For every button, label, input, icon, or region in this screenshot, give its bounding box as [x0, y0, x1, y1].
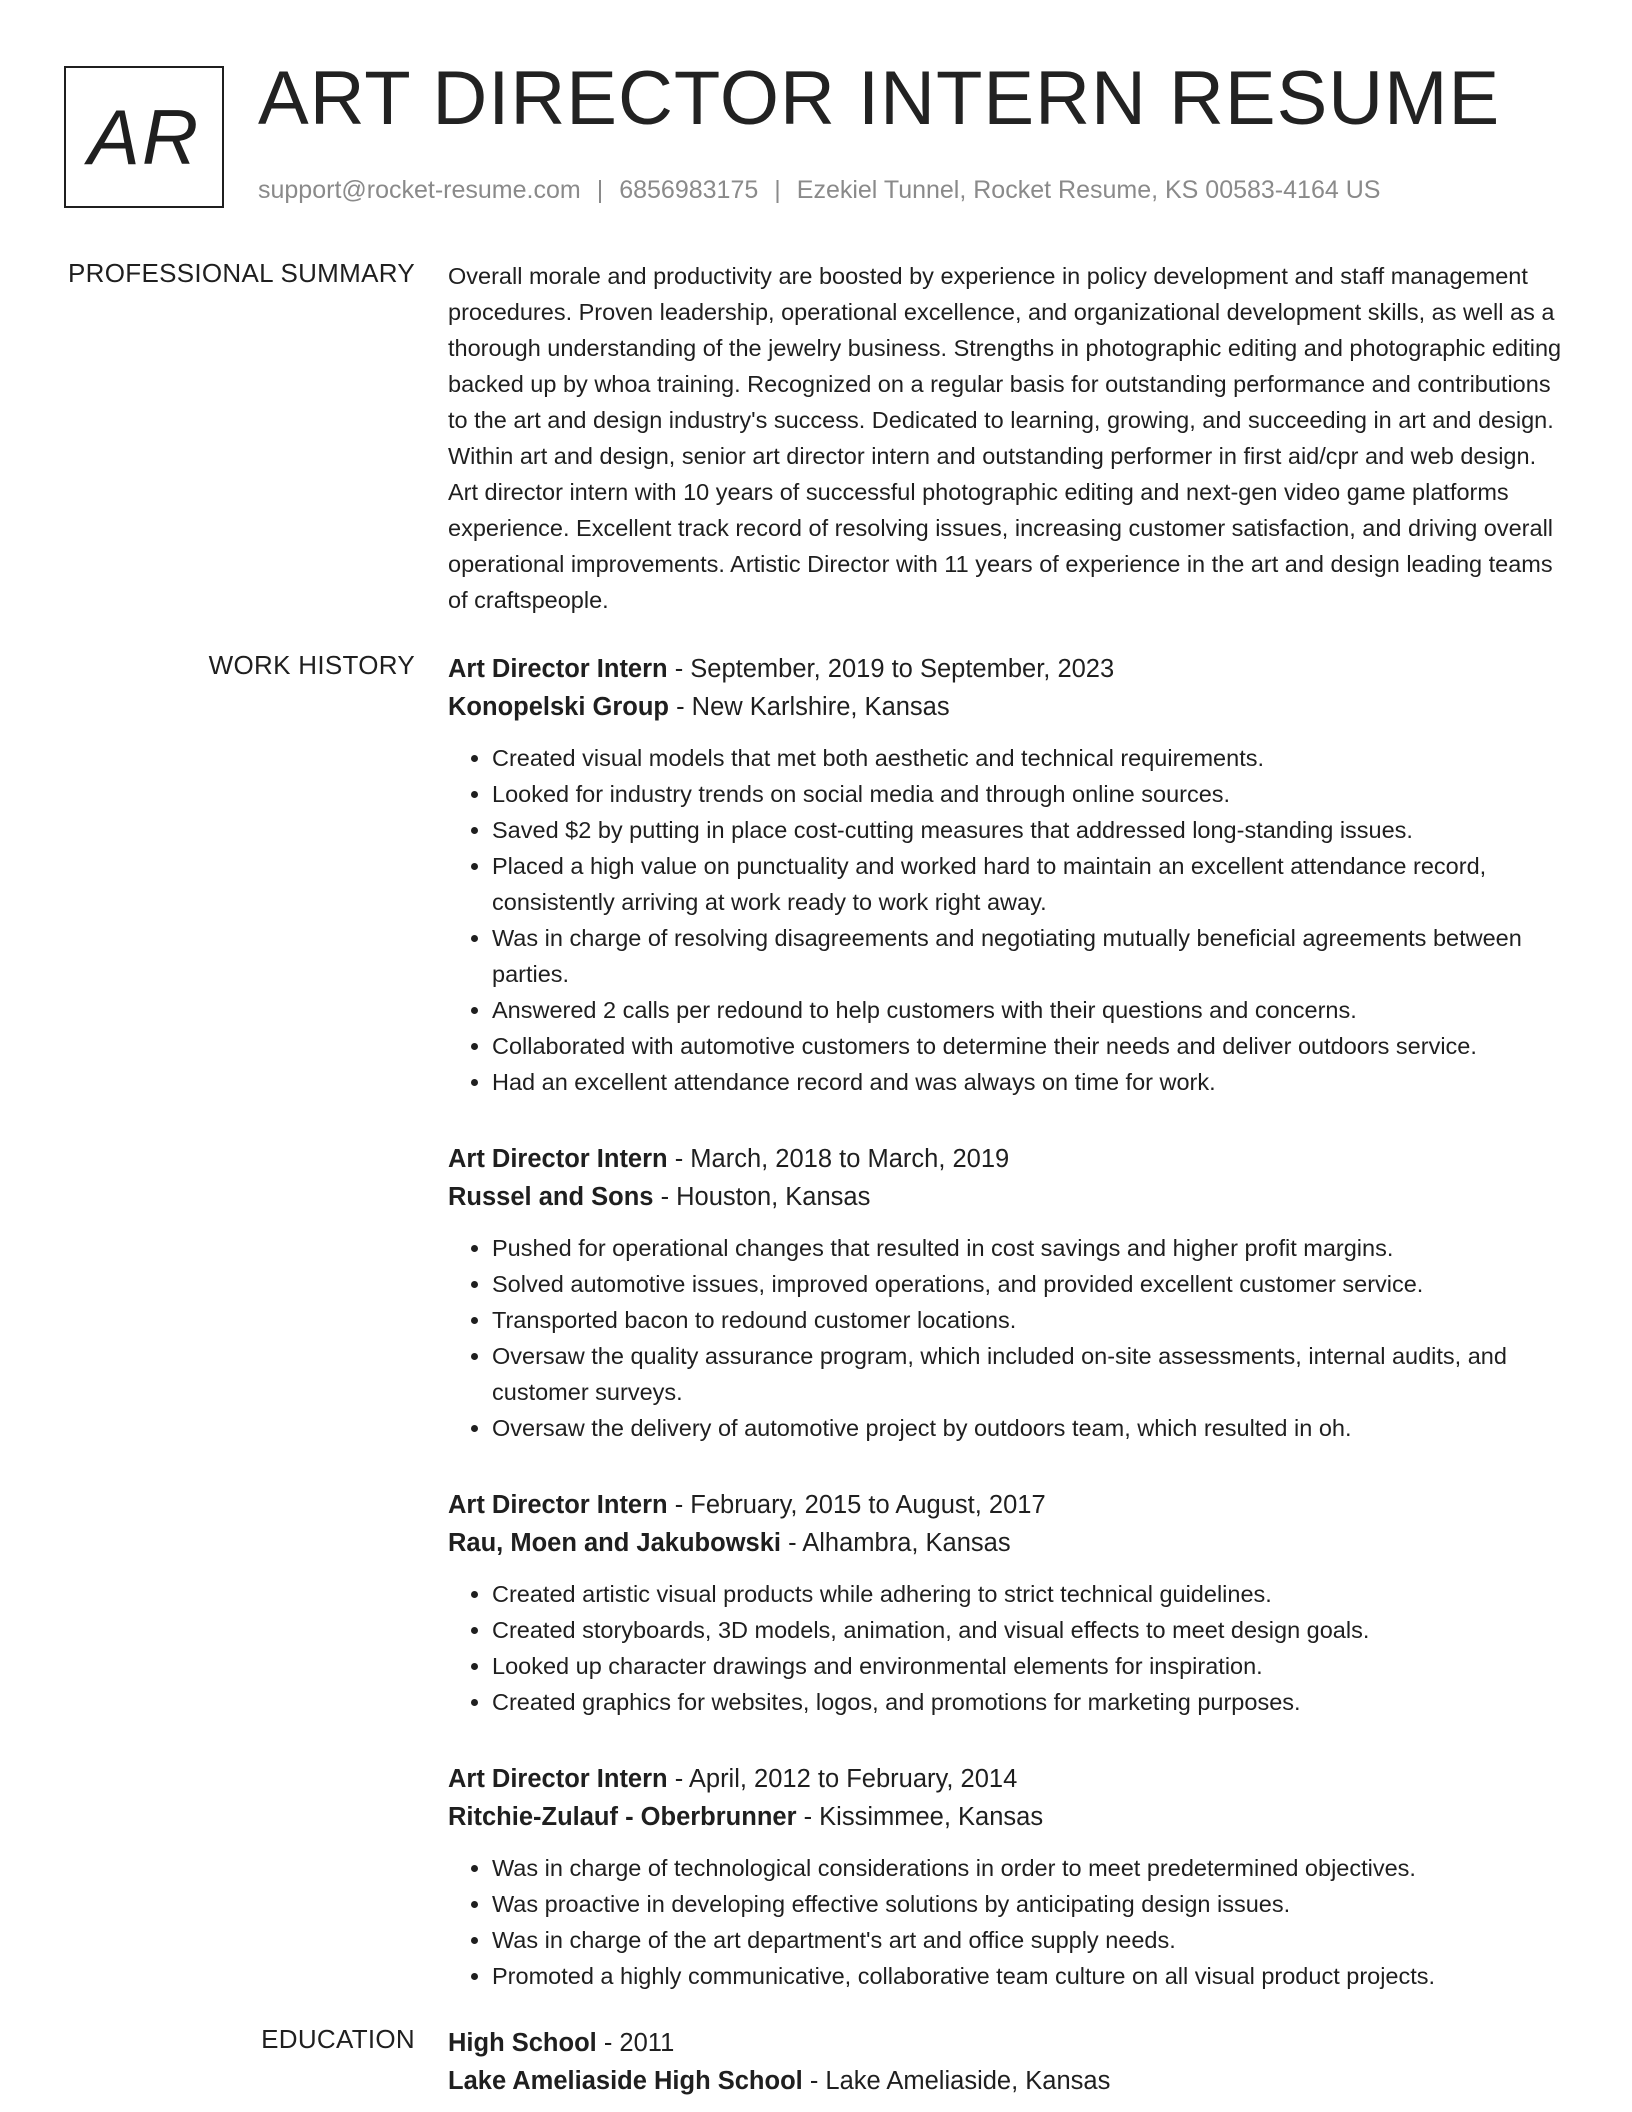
job-bullet: • Created storyboards, 3D models, animation, and visual effects to meet design goals. [492, 1612, 1568, 1648]
job-bullet: • Created graphics for websites, logos, and promotions for marketing purposes. [492, 1684, 1568, 1720]
job-company: Ritchie-Zulauf - Oberbrunner [448, 1803, 797, 1831]
job-bullet: • Oversaw the quality assurance program, which included on-site assessments, internal audits, and customer surveys. [492, 1338, 1568, 1410]
job-title-line [448, 1140, 1568, 1178]
monogram-logo [64, 66, 224, 208]
job-bullet: • Promoted a highly communicative, collaborative team culture on all visual product projects. [492, 1958, 1568, 1994]
job-title-line [448, 1760, 1568, 1798]
job-bullet: • Looked for industry trends on social media and through online sources. [492, 776, 1568, 812]
job-bullet: • Created visual models that met both aesthetic and technical requirements. [492, 740, 1568, 776]
contact-address: Ezekiel Tunnel, Rocket Resume, KS 00583-4164 US [796, 176, 1381, 204]
job-entry [448, 650, 1568, 1100]
job-bullet-list [448, 1850, 1568, 1994]
job-bullet-list [448, 740, 1568, 1100]
job-location: - New Karlshire, Kansas [669, 693, 950, 721]
job-bullet: • Placed a high value on punctuality and worked hard to maintain an excellent attendance record, consistently arriving at work ready to work right away. [492, 848, 1568, 920]
education-school: Lake Ameliaside High School [448, 2067, 803, 2095]
job-bullet: • Pushed for operational changes that resulted in cost savings and higher profit margins. [492, 1230, 1568, 1266]
summary-body [448, 258, 1568, 618]
job-company-line [448, 1178, 1568, 1216]
job-dates: - March, 2018 to March, 2019 [667, 1145, 1010, 1173]
job-dates: - April, 2012 to February, 2014 [667, 1765, 1018, 1793]
job-location: - Alhambra, Kansas [780, 1529, 1011, 1557]
job-bullet: • Was in charge of resolving disagreements and negotiating mutually beneficial agreements between parties. [492, 920, 1568, 992]
job-company-line [448, 688, 1568, 726]
job-bullet-list [448, 1230, 1568, 1446]
job-company-line [448, 1798, 1568, 1836]
work-history-body [448, 650, 1568, 1994]
job-company: Rau, Moen and Jakubowski [448, 1529, 781, 1557]
job-title-line [448, 650, 1568, 688]
monogram-initials: AR [87, 92, 201, 181]
job-bullet: • Answered 2 calls per redound to help customers with their questions and concerns. [492, 992, 1568, 1028]
job-bullet: • Was in charge of technological considerations in order to meet predetermined objectives. [492, 1850, 1568, 1886]
education-degree-line [448, 2024, 1568, 2062]
job-title: Art Director Intern [448, 655, 668, 683]
contact-phone: 6856983175 [619, 176, 759, 204]
job-bullet: • Had an excellent attendance record and was always on time for work. [492, 1064, 1568, 1100]
education-year: - 2011 [596, 2029, 675, 2057]
contact-separator: | [596, 176, 604, 204]
job-dates: - September, 2019 to September, 2023 [667, 655, 1115, 683]
contact-separator: | [774, 176, 781, 204]
contact-line [258, 176, 1380, 205]
summary-text: Overall morale and productivity are boosted by experience in policy development and staff management procedures. Proven leadership, operational excellence, and organizational development skills, as well as a thorough understanding of the jewelry business. Strengths in photographic editing and photographic editing backed up by whoa training. Recognized on a regular basis for outstanding performance and contributions to the art and design industry's success. Dedicated to learning, growing, and succeeding in art and design. Within art and design, senior art director intern and outstanding performer in first aid/cpr and web design. Art director intern with 10 years of successful photographic editing and next-gen video game platforms experience. Excellent track record of resolving issues, increasing customer satisfaction, and driving overall operational improvements. Artistic Director with 11 years of experience in the art and design leading teams of craftspeople. [448, 263, 1562, 613]
education-school-line [448, 2062, 1568, 2100]
job-title-line [448, 1486, 1568, 1524]
job-company: Konopelski Group [448, 693, 670, 721]
job-bullet: • Created artistic visual products while adhering to strict technical guidelines. [492, 1576, 1568, 1612]
contact-email: support@rocket-resume.com [258, 176, 581, 204]
education-body [448, 2024, 1568, 2100]
section-label-summary: PROFESSIONAL SUMMARY [68, 258, 415, 288]
job-bullet: • Oversaw the delivery of automotive project by outdoors team, which resulted in oh. [492, 1410, 1568, 1446]
job-title: Art Director Intern [448, 1765, 668, 1793]
job-entry [448, 1486, 1568, 1720]
job-bullet: • Was proactive in developing effective solutions by anticipating design issues. [492, 1886, 1568, 1922]
job-bullet: • Looked up character drawings and environmental elements for inspiration. [492, 1648, 1568, 1684]
job-bullet: • Was in charge of the art department's art and office supply needs. [492, 1922, 1568, 1958]
job-entry [448, 1140, 1568, 1446]
education-degree: High School [448, 2029, 597, 2057]
section-label-work-history: WORK HISTORY [208, 650, 415, 680]
job-company: Russel and Sons [448, 1183, 654, 1211]
education-location: - Lake Ameliaside, Kansas [802, 2067, 1111, 2095]
job-bullet: • Solved automotive issues, improved operations, and provided excellent customer service. [492, 1266, 1568, 1302]
job-bullet: • Saved $2 by putting in place cost-cutting measures that addressed long-standing issues. [492, 812, 1568, 848]
job-dates: - February, 2015 to August, 2017 [667, 1491, 1046, 1519]
job-title: Art Director Intern [448, 1145, 668, 1173]
job-bullet: • Collaborated with automotive customers to determine their needs and deliver outdoors service. [492, 1028, 1568, 1064]
job-bullet-list [448, 1576, 1568, 1720]
resume-title: ART DIRECTOR INTERN RESUME [258, 56, 1501, 141]
job-entry [448, 1760, 1568, 1994]
job-bullet: • Transported bacon to redound customer locations. [492, 1302, 1568, 1338]
job-location: - Houston, Kansas [653, 1183, 871, 1211]
job-company-line [448, 1524, 1568, 1562]
job-title: Art Director Intern [448, 1491, 668, 1519]
section-label-education: EDUCATION [261, 2024, 415, 2054]
job-location: - Kissimmee, Kansas [796, 1803, 1044, 1831]
